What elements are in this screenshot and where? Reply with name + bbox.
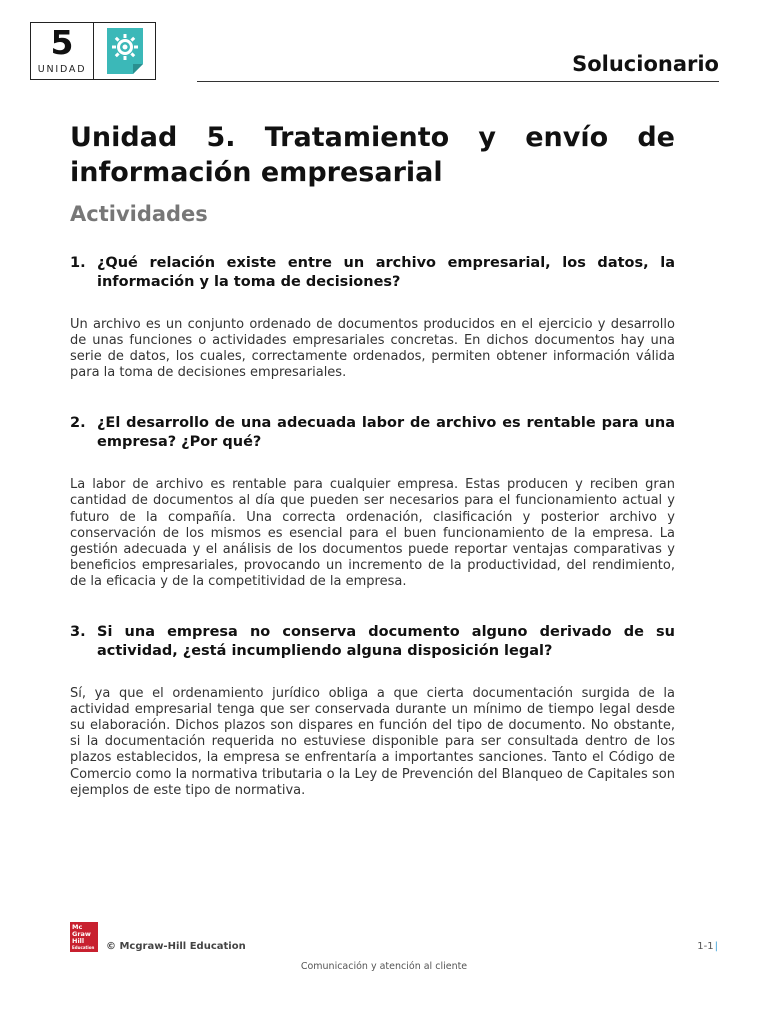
- question-3: [70, 623, 675, 660]
- footer-copyright: © Mcgraw-Hill Education: [106, 941, 246, 952]
- question-2: [70, 414, 675, 451]
- header-rule: [197, 81, 719, 82]
- document-title: Unidad 5. Tratamiento y envío de información empresarial: [70, 122, 675, 188]
- logo-line: Mc: [72, 923, 83, 931]
- logo-line: Hill: [72, 937, 85, 945]
- unit-number-cell: [31, 23, 94, 79]
- answer-3: Sí, ya que el ordenamiento jurídico obliga a que cierta documentación surgida de la actividad empresarial tenga que ser conservada durante un mínimo de tiempo legal desde su elaboración. Dichos plazos son dispares en función del tipo de documento. No obstante, si la documentación requerida no estuviese disponible para ser consultada dentro de los plazos establecidos, la empresa se enfrentaría a importantes sanciones. Tanto el Código de Comercio como la normativa tributaria o la Ley de Prevención del Blanqueo de Capitales son ejemplos de este tipo de normativa.: [70, 686, 675, 798]
- mcgraw-hill-logo: [70, 922, 98, 952]
- page-number: [697, 941, 718, 952]
- logo-line: Graw: [72, 930, 91, 938]
- answer-2: La labor de archivo es rentable para cualquier empresa. Estas producen y reciben gran cantidad de documentos al día que pueden ser necesarios para el funcionamiento actual y futuro de la compañía. Una correcta ordenación, clasificación y posterior archivo y conservación de los mismos es esencial para el buen funcionamiento de la empresa. La gestión adecuada y el análisis de los documentos puede reportar ventajas comparativas y beneficios empresariales, provocando un incremento de la productividad, del rendimiento, de la eficacia y de la competitividad de la empresa.: [70, 477, 675, 589]
- gear-document-icon: [107, 28, 143, 74]
- footer-subtitle: Comunicación y atención al cliente: [300, 961, 468, 972]
- question-number: 1.: [70, 255, 86, 271]
- document-body: [70, 120, 675, 799]
- page-number-bar: |: [714, 941, 718, 952]
- question-text: ¿El desarrollo de una adecuada labor de archivo es rentable para una empresa? ¿Por qué?: [97, 415, 675, 450]
- question-1: [70, 254, 675, 291]
- question-text: Si una empresa no conserva documento alguno derivado de su actividad, ¿está incumpliendo alguna disposición legal?: [97, 624, 675, 659]
- question-text: ¿Qué relación existe entre un archivo empresarial, los datos, la información y la toma de decisiones?: [97, 255, 675, 290]
- page-number-text: 1-1: [697, 941, 714, 952]
- unit-label: UNIDAD: [37, 64, 87, 75]
- unit-badge: [30, 22, 156, 80]
- logo-line: Education: [72, 945, 95, 950]
- question-number: 2.: [70, 415, 86, 432]
- header-title: Solucionario: [572, 52, 719, 76]
- unit-icon-cell: [94, 23, 155, 79]
- question-number: 3.: [70, 624, 86, 641]
- answer-1: Un archivo es un conjunto ordenado de documentos producidos en el ejercicio y desarrollo de unas funciones o actividades empresariales concretas. En dichos documentos hay una serie de datos, los cuales, correctamente ordenados, permiten obtener información válida para la toma de decisiones empresariales.: [70, 317, 675, 381]
- unit-number: 5: [50, 23, 74, 62]
- section-title: Actividades: [70, 202, 208, 226]
